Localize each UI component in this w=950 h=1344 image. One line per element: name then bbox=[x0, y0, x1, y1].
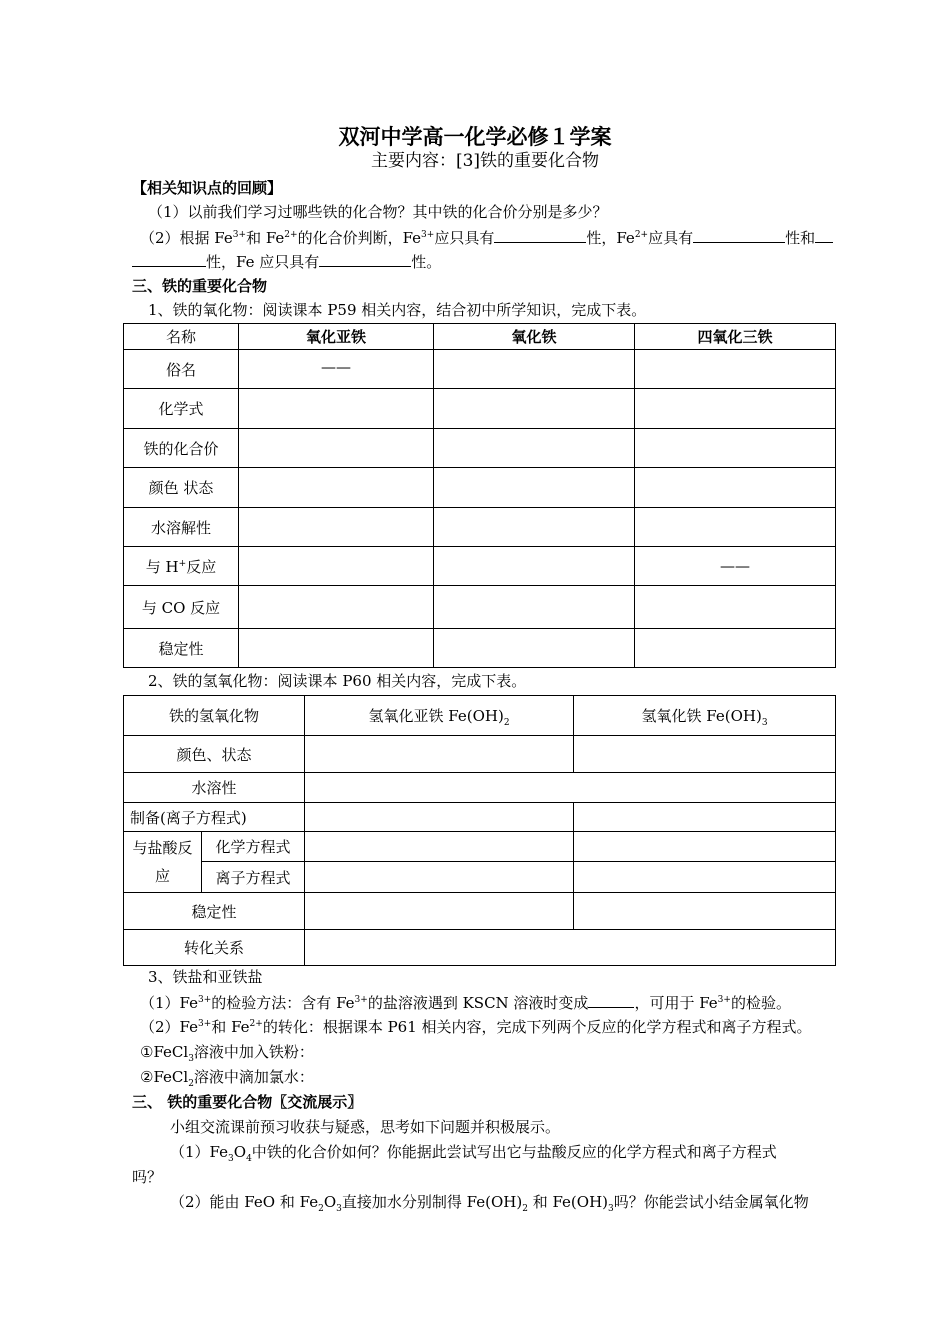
hydroxide-header: 铁的氢氧化物 bbox=[124, 696, 305, 736]
exchange-question-1 bbox=[170, 1142, 777, 1162]
oxide-cell[interactable] bbox=[635, 586, 836, 629]
oxide-row-label bbox=[124, 547, 239, 586]
hydroxide-header-feoh2 bbox=[305, 696, 574, 736]
oxide-cell[interactable] bbox=[434, 389, 635, 429]
sub: 3 bbox=[188, 1054, 194, 1064]
text: 吗？你能尝试小结金属氧化物 bbox=[613, 1193, 809, 1211]
oxide-header-fe2o3: 氧化铁 bbox=[434, 324, 635, 350]
salts-reaction-2 bbox=[140, 1067, 314, 1087]
text: 和 Fe bbox=[211, 1018, 250, 1036]
text: （2）根据 Fe bbox=[140, 229, 233, 247]
hydroxide-table bbox=[123, 695, 836, 966]
sub: 3 bbox=[761, 718, 768, 728]
hydroxide-cell[interactable] bbox=[305, 803, 574, 832]
page-title: 双河中学高一化学必修１学案 bbox=[338, 125, 612, 149]
hydroxide-row-label: 颜色、状态 bbox=[124, 736, 305, 773]
text: 的化合价判断，Fe bbox=[297, 229, 422, 247]
hydroxide-row-label: 化学方程式 bbox=[202, 832, 305, 862]
exchange-intro: 小组交流课前预习收获与疑惑，思考如下问题并积极展示。 bbox=[170, 1118, 561, 1136]
text: 性，Fe bbox=[586, 229, 635, 247]
oxide-header-feo: 氧化亚铁 bbox=[239, 324, 434, 350]
sup: 3+ bbox=[421, 230, 435, 240]
hydroxide-cell[interactable] bbox=[574, 832, 836, 862]
hydroxide-row-label: 稳定性 bbox=[124, 893, 305, 930]
oxides-intro: 1、铁的氧化物：阅读课本 P59 相关内容，结合初中所学知识，完成下表。 bbox=[148, 301, 647, 319]
exchange-question-1-cont: 吗？ bbox=[132, 1168, 163, 1186]
oxide-cell-dash: —— bbox=[239, 350, 434, 389]
sub: 4 bbox=[246, 1154, 252, 1164]
text: 应具有 bbox=[648, 229, 694, 247]
sup: 3+ bbox=[717, 995, 731, 1005]
oxide-cell[interactable] bbox=[635, 389, 836, 429]
text: ，可用于 Fe bbox=[634, 994, 718, 1012]
hydroxide-row-label: 制备(离子方程式) bbox=[124, 803, 305, 832]
salts-item-1 bbox=[140, 992, 791, 1013]
sub: 3 bbox=[228, 1154, 234, 1164]
oxide-cell[interactable] bbox=[434, 586, 635, 629]
oxide-cell[interactable] bbox=[635, 429, 836, 468]
hydroxide-row-label: 离子方程式 bbox=[202, 862, 305, 893]
text: 溶液中滴加氯水： bbox=[193, 1068, 314, 1086]
hydroxide-row-label: 水溶性 bbox=[124, 773, 305, 803]
hydroxide-cell[interactable] bbox=[305, 893, 574, 930]
sup: 3+ bbox=[354, 995, 368, 1005]
text: 中铁的化合价如何？你能据此尝试写出它与盐酸反应的化学方程式和离子方程式 bbox=[251, 1143, 777, 1161]
oxide-row-label: 颜色 状态 bbox=[124, 468, 239, 508]
hydroxide-intro: 2、铁的氢氧化物：阅读课本 P60 相关内容，完成下表。 bbox=[148, 672, 527, 690]
text: ①FeCl bbox=[140, 1043, 189, 1061]
text: 与 H bbox=[145, 557, 179, 576]
text: O bbox=[233, 1143, 247, 1161]
salts-heading: 3、铁盐和亚铁盐 bbox=[148, 968, 263, 986]
section-heading: 三、铁的重要化合物 bbox=[132, 277, 268, 295]
oxide-cell[interactable] bbox=[239, 468, 434, 508]
sub: 2 bbox=[318, 1204, 324, 1214]
sub: 2 bbox=[522, 1204, 528, 1214]
sub: 2 bbox=[503, 718, 510, 728]
salts-reaction-1 bbox=[140, 1042, 314, 1062]
oxide-cell[interactable] bbox=[635, 350, 836, 389]
hydroxide-cell[interactable] bbox=[305, 773, 836, 803]
sub: 3 bbox=[336, 1204, 342, 1214]
sup: 3+ bbox=[232, 230, 247, 240]
oxide-header-fe3o4: 四氧化三铁 bbox=[635, 324, 836, 350]
text: 性。 bbox=[411, 253, 442, 271]
text: （1）Fe bbox=[140, 994, 199, 1012]
text: 应只具有 bbox=[434, 229, 495, 247]
oxide-cell[interactable] bbox=[239, 508, 434, 547]
answer-blank[interactable] bbox=[588, 992, 634, 1008]
answer-blank[interactable] bbox=[693, 227, 785, 243]
hydroxide-cell[interactable] bbox=[574, 736, 836, 773]
review-heading: 【相关知识点的回顾】 bbox=[132, 179, 283, 197]
text: 溶液中加入铁粉： bbox=[193, 1043, 314, 1061]
oxide-cell[interactable] bbox=[434, 629, 635, 668]
text: （1）Fe bbox=[170, 1143, 229, 1161]
sub: 2 bbox=[188, 1079, 194, 1089]
oxide-cell[interactable] bbox=[434, 508, 635, 547]
text: 氢氧化亚铁 Fe(OH) bbox=[368, 707, 504, 725]
hydroxide-cell[interactable] bbox=[305, 832, 574, 862]
oxide-cell[interactable] bbox=[434, 429, 635, 468]
oxide-table bbox=[123, 323, 836, 668]
review-question-1: （1）以前我们学习过哪些铁的化合物？其中铁的化合价分别是多少？ bbox=[148, 203, 608, 221]
hydroxide-cell[interactable] bbox=[574, 893, 836, 930]
salts-item-2 bbox=[140, 1017, 812, 1037]
sup: 2+ bbox=[634, 230, 649, 240]
oxide-cell[interactable] bbox=[434, 468, 635, 508]
text: 的检验方法：含有 Fe bbox=[211, 994, 355, 1012]
oxide-cell[interactable] bbox=[635, 508, 836, 547]
sup: 3+ bbox=[198, 1019, 212, 1029]
oxide-header-name: 名称 bbox=[124, 324, 239, 350]
text: 性，Fe 应只具有 bbox=[206, 253, 320, 271]
oxide-cell[interactable] bbox=[239, 547, 434, 586]
text: 的检验。 bbox=[730, 994, 791, 1012]
oxide-cell[interactable] bbox=[635, 629, 836, 668]
text: O bbox=[323, 1193, 337, 1211]
hydroxide-header-feoh3 bbox=[574, 696, 836, 736]
answer-blank[interactable] bbox=[319, 251, 411, 267]
oxide-row-label: 化学式 bbox=[124, 389, 239, 429]
oxide-cell[interactable] bbox=[239, 389, 434, 429]
oxide-row-label: 水溶解性 bbox=[124, 508, 239, 547]
hydroxide-cell[interactable] bbox=[305, 862, 574, 893]
text: 氢氧化铁 Fe(OH) bbox=[641, 707, 762, 725]
hydroxide-cell[interactable] bbox=[574, 862, 836, 893]
text: 的转化：根据课本 P61 相关内容，完成下列两个反应的化学方程式和离子方程式。 bbox=[262, 1018, 812, 1036]
review-question-2-line2 bbox=[132, 251, 441, 272]
hydroxide-cell[interactable] bbox=[305, 930, 836, 966]
hydroxide-row-label: 与盐酸反应 bbox=[124, 832, 202, 893]
exchange-heading: 三、 铁的重要化合物〖交流展示〗 bbox=[132, 1093, 363, 1111]
sup: 3+ bbox=[198, 995, 212, 1005]
sup: + bbox=[178, 558, 187, 569]
oxide-cell[interactable] bbox=[239, 586, 434, 629]
text: ②FeCl bbox=[140, 1068, 189, 1086]
text: 和 Fe(OH) bbox=[527, 1193, 609, 1211]
page-subtitle: 主要内容：[3]铁的重要化合物 bbox=[370, 151, 600, 171]
hydroxide-row-label: 转化关系 bbox=[124, 930, 305, 966]
oxide-cell[interactable] bbox=[239, 429, 434, 468]
sub: 3 bbox=[608, 1204, 614, 1214]
oxide-cell[interactable] bbox=[635, 468, 836, 508]
hydroxide-cell[interactable] bbox=[574, 803, 836, 832]
hydroxide-cell[interactable] bbox=[305, 736, 574, 773]
oxide-row-label: 稳定性 bbox=[124, 629, 239, 668]
answer-blank[interactable] bbox=[132, 251, 206, 267]
oxide-cell[interactable] bbox=[434, 350, 635, 389]
answer-blank[interactable] bbox=[494, 227, 586, 243]
oxide-row-label: 与 CO 反应 bbox=[124, 586, 239, 629]
oxide-row-label: 俗名 bbox=[124, 350, 239, 389]
oxide-cell[interactable] bbox=[239, 629, 434, 668]
text: 性和 bbox=[785, 229, 816, 247]
answer-blank[interactable] bbox=[815, 227, 833, 243]
text: 的盐溶液遇到 KSCN 溶液时变成 bbox=[367, 994, 589, 1012]
text: 直接加水分别制得 Fe(OH) bbox=[341, 1193, 523, 1211]
oxide-cell-dash: —— bbox=[635, 547, 836, 586]
review-question-2 bbox=[140, 227, 833, 248]
oxide-row-label: 铁的化合价 bbox=[124, 429, 239, 468]
sup: 2+ bbox=[249, 1019, 263, 1029]
oxide-cell[interactable] bbox=[434, 547, 635, 586]
text: （2）能由 FeO 和 Fe bbox=[170, 1193, 319, 1211]
text: 和 Fe bbox=[246, 229, 285, 247]
text: 反应 bbox=[186, 557, 217, 576]
exchange-question-2 bbox=[170, 1192, 809, 1212]
text: （2）Fe bbox=[140, 1018, 199, 1036]
sup: 2+ bbox=[284, 230, 298, 240]
